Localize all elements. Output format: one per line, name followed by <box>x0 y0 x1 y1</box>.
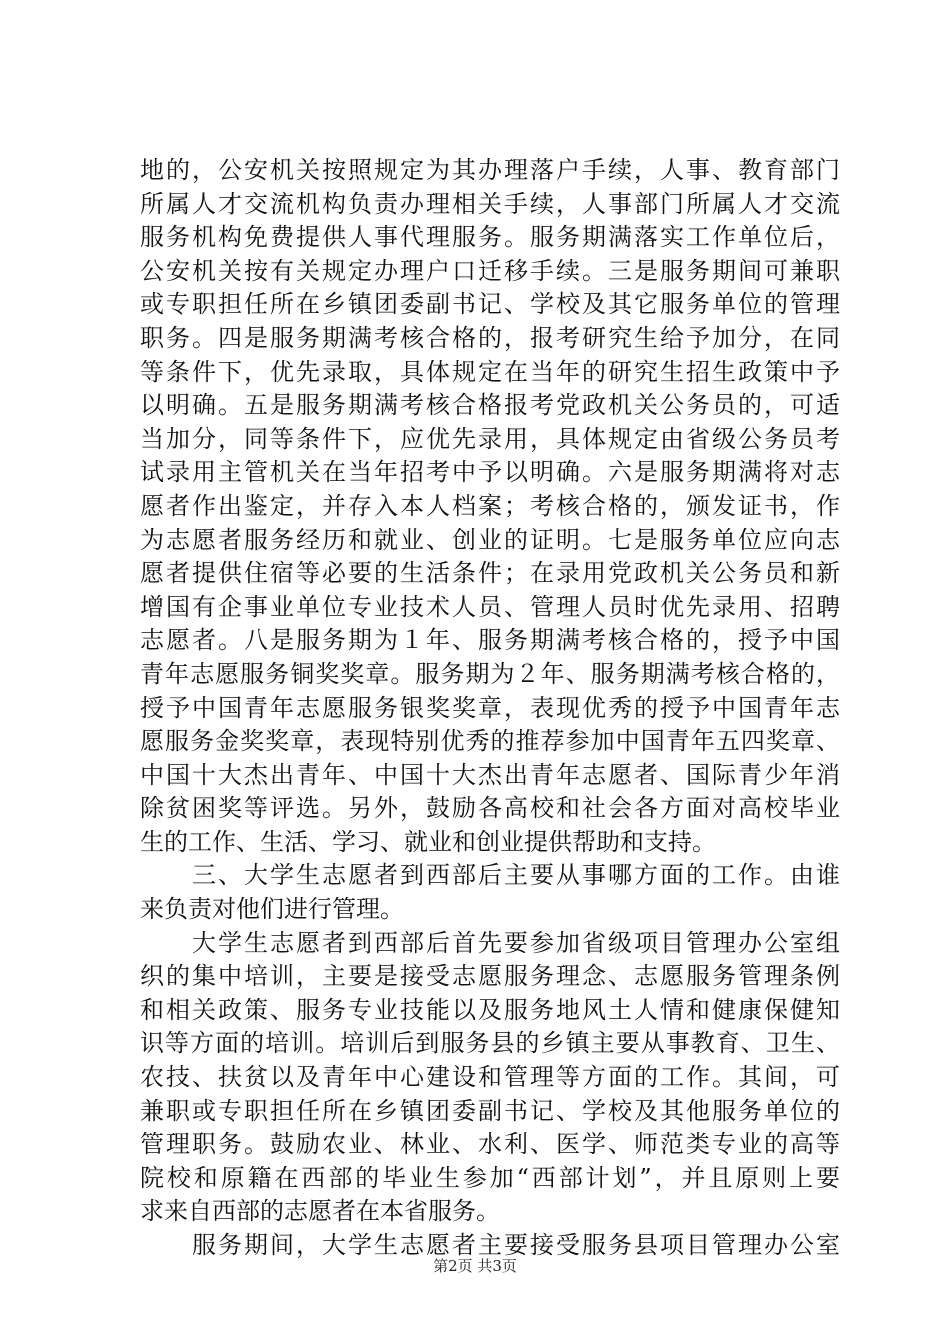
text-line: 生的工作、生活、学习、就业和创业提供帮助和支持。 <box>140 827 716 856</box>
text-line: 大学生志愿者到西部后首先要参加省级项目管理办公室组 <box>140 928 840 957</box>
text-line: 愿服务金奖奖章，表现特别优秀的推荐参加中国青年五四奖章、 <box>140 727 840 756</box>
text-line: 职务。四是服务期满考核合格的，报考研究生给予加分，在同 <box>140 323 840 352</box>
text-line: 当加分，同等条件下，应优先录用，具体规定由省级公务员考 <box>140 424 840 453</box>
text-line: 和相关政策、服务专业技能以及服务地风土人情和健康保健知 <box>140 995 840 1024</box>
text-line: 求来自西部的志愿者在本省服务。 <box>140 1197 500 1226</box>
text-line: 公安机关按有关规定办理户口迁移手续。三是服务期间可兼职 <box>140 256 840 285</box>
text-line: 所属人才交流机构负责办理相关手续，人事部门所属人才交流 <box>140 189 840 218</box>
text-line: 以明确。五是服务期满考核合格报考党政机关公务员的，可适 <box>140 391 840 420</box>
text-line: 识等方面的培训。培训后到服务县的乡镇主要从事教育、卫生、 <box>140 1029 840 1058</box>
text-line: 或专职担任所在乡镇团委副书记、学校及其它服务单位的管理 <box>140 290 840 319</box>
text-line: 地的，公安机关按照规定为其办理落户手续，人事、教育部门 <box>140 156 840 184</box>
text-line: 等条件下，优先录取，具体规定在当年的研究生招生政策中予 <box>140 357 840 386</box>
text-line: 管理职务。鼓励农业、林业、水利、医学、师范类专业的高等 <box>140 1130 840 1159</box>
text-line: 中国十大杰出青年、中国十大杰出青年志愿者、国际青少年消 <box>140 760 840 789</box>
section-heading-line: 来负责对他们进行管理。 <box>140 895 404 924</box>
text-line: 服务期间，大学生志愿者主要接受服务县项目管理办公室 <box>140 1231 840 1259</box>
page-footer: 第2页 共3页 <box>433 1257 517 1275</box>
text-line: 农技、扶贫以及青年中心建设和管理等方面的工作。其间，可 <box>140 1063 840 1092</box>
text-line: 愿者作出鉴定，并存入本人档案；考核合格的，颁发证书，作 <box>140 491 840 520</box>
section-heading-line: 三、大学生志愿者到西部后主要从事哪方面的工作。由谁 <box>140 861 840 890</box>
text-line: 授予中国青年志愿服务银奖奖章，表现优秀的授予中国青年志 <box>140 693 840 722</box>
text-line: 除贫困奖等评选。另外，鼓励各高校和社会各方面对高校毕业 <box>140 794 840 823</box>
text-line: 织的集中培训，主要是接受志愿服务理念、志愿服务管理条例 <box>140 962 840 991</box>
text-line: 院校和原籍在西部的毕业生参加“西部计划”，并且原则上要 <box>140 1163 840 1192</box>
text-line: 为志愿者服务经历和就业、创业的证明。七是服务单位应向志 <box>140 525 840 554</box>
text-line: 志愿者。八是服务期为１年、服务期满考核合格的，授予中国 <box>140 626 840 655</box>
text-line: 试录用主管机关在当年招考中予以明确。六是服务期满将对志 <box>140 458 840 487</box>
text-line: 增国有企事业单位专业技术人员、管理人员时优先录用、招聘 <box>140 592 840 621</box>
text-line: 兼职或专职担任所在乡镇团委副书记、学校及其他服务单位的 <box>140 1096 840 1125</box>
text-line: 愿者提供住宿等必要的生活条件；在录用党政机关公务员和新 <box>140 559 840 588</box>
text-line: 服务机构免费提供人事代理服务。服务期满落实工作单位后， <box>140 223 840 252</box>
text-line: 青年志愿服务铜奖奖章。服务期为２年、服务期满考核合格的， <box>140 659 840 688</box>
document-body <box>140 154 840 1263</box>
